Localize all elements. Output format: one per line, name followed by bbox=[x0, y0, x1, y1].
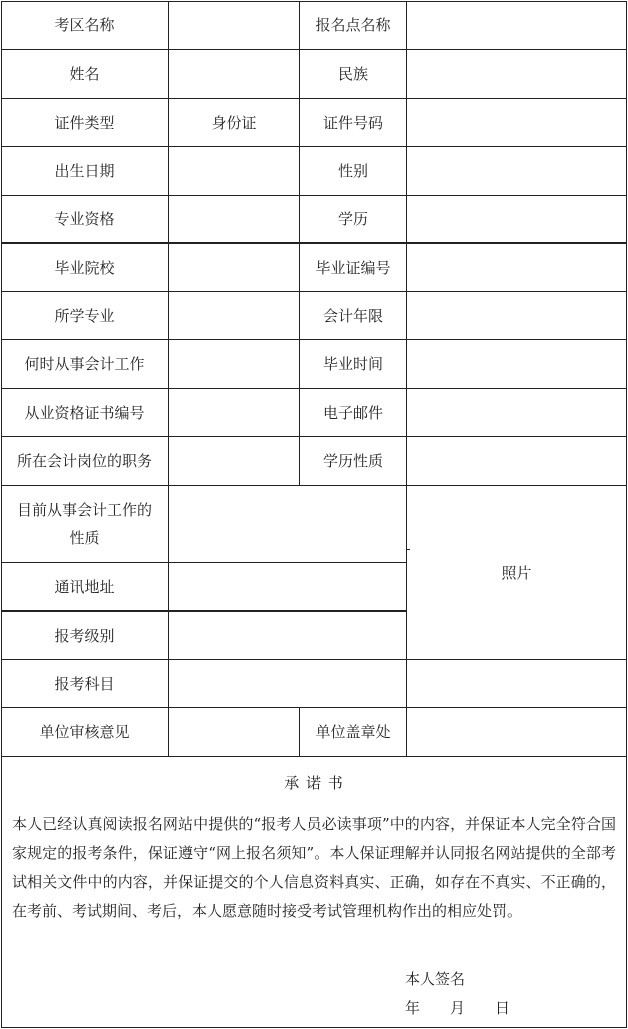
label-accounting-years: 会计年限 bbox=[322, 306, 383, 325]
field-accounting-start[interactable] bbox=[169, 340, 299, 388]
label-graduation-time: 毕业时间 bbox=[322, 355, 383, 373]
form-border-bottom bbox=[1, 1027, 627, 1028]
label-id-type: 证件类型 bbox=[54, 113, 115, 132]
field-registration-point[interactable] bbox=[407, 1, 626, 49]
date-label: 年 月 日 bbox=[405, 999, 511, 1017]
field-qualification-cert-number[interactable] bbox=[169, 389, 299, 436]
label-work-nature-line2: 性质 bbox=[69, 529, 100, 547]
photo-area[interactable]: 照片 bbox=[501, 563, 532, 582]
field-exam-area[interactable] bbox=[169, 1, 299, 49]
field-exam-subject[interactable] bbox=[169, 660, 406, 707]
field-work-nature[interactable] bbox=[169, 486, 406, 562]
label-professional-qualification: 专业资格 bbox=[54, 210, 115, 228]
label-qualification-cert-number: 从业资格证书编号 bbox=[24, 403, 145, 422]
label-address: 通讯地址 bbox=[54, 577, 115, 596]
field-name[interactable] bbox=[169, 50, 299, 98]
field-professional-qualification[interactable] bbox=[169, 196, 299, 242]
grid-line-h15 bbox=[1, 756, 627, 757]
label-accounting-start: 何时从事会计工作 bbox=[24, 355, 145, 373]
field-gender[interactable] bbox=[407, 147, 626, 195]
field-ethnicity[interactable] bbox=[407, 50, 626, 98]
label-birth-date: 出生日期 bbox=[54, 162, 115, 180]
value-id-type[interactable]: 身份证 bbox=[211, 113, 257, 132]
label-work-nature bbox=[1, 486, 168, 562]
field-accounting-years[interactable] bbox=[407, 292, 626, 339]
label-exam-area: 考区名称 bbox=[54, 16, 115, 34]
field-education-type[interactable] bbox=[407, 437, 626, 485]
field-exam-subject-extra[interactable] bbox=[407, 660, 626, 707]
label-email: 电子邮件 bbox=[322, 403, 383, 422]
field-id-number[interactable] bbox=[407, 99, 626, 146]
field-graduation-time[interactable] bbox=[407, 340, 626, 388]
field-diploma-number[interactable] bbox=[407, 244, 626, 291]
label-unit-stamp: 单位盖章处 bbox=[315, 723, 391, 741]
field-address[interactable] bbox=[169, 563, 406, 610]
field-graduation-school[interactable] bbox=[169, 244, 299, 291]
label-education-type: 学历性质 bbox=[322, 452, 383, 470]
field-email[interactable] bbox=[407, 389, 626, 436]
label-graduation-school: 毕业院校 bbox=[54, 258, 115, 277]
label-name: 姓名 bbox=[69, 65, 100, 83]
field-unit-stamp[interactable] bbox=[407, 708, 626, 756]
label-education: 学历 bbox=[337, 210, 368, 228]
label-exam-subject: 报考科目 bbox=[54, 674, 115, 693]
pledge-title: 承 诺 书 bbox=[284, 774, 344, 792]
field-education[interactable] bbox=[407, 196, 626, 242]
pledge-body: 本人已经认真阅读报名网站中提供的“报考人员必读事项”中的内容，并保证本人完全符合国家规定的报考条件，保证遵守“网上报名须知”。本人保证理解并认同报名网站提供的全部考试相关文件中的内容，并保证提交的个人信息资料真实、正确，如存在不真实、不正确的，在考前、考试期间、考后，本人愿意随时接受考试管理机构作出的相应处罚。 bbox=[12, 815, 616, 920]
label-ethnicity: 民族 bbox=[337, 65, 368, 83]
field-unit-review[interactable] bbox=[169, 708, 299, 756]
label-major: 所学专业 bbox=[54, 306, 115, 325]
label-registration-point: 报名点名称 bbox=[315, 16, 391, 34]
field-position[interactable] bbox=[169, 437, 299, 485]
form-border-right bbox=[626, 1, 627, 1028]
field-exam-level[interactable] bbox=[169, 612, 406, 659]
field-birth-date[interactable] bbox=[169, 147, 299, 195]
signature-label: 本人签名 bbox=[405, 970, 466, 988]
label-id-number: 证件号码 bbox=[322, 113, 383, 132]
label-position: 所在会计岗位的职务 bbox=[16, 452, 152, 470]
label-work-nature-line1: 目前从事会计工作的 bbox=[16, 501, 152, 519]
label-exam-level: 报考级别 bbox=[54, 626, 115, 645]
field-major[interactable] bbox=[169, 292, 299, 339]
label-unit-review: 单位审核意见 bbox=[39, 723, 130, 741]
label-diploma-number: 毕业证编号 bbox=[315, 258, 391, 277]
label-gender: 性别 bbox=[337, 162, 368, 180]
